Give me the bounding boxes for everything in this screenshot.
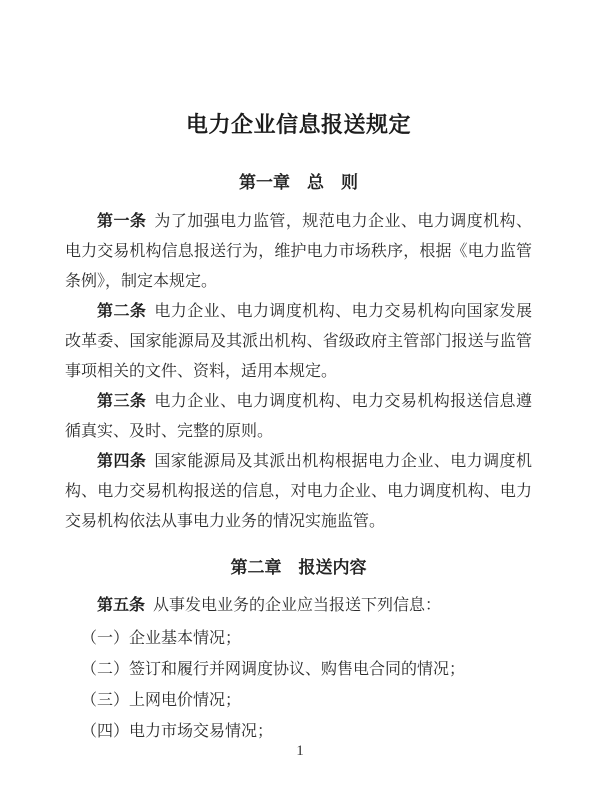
document-title: 电力企业信息报送规定 [185, 112, 411, 137]
article-5-text: 从事发电业务的企业应当报送下列信息： [153, 597, 442, 614]
article-3-text: 电力企业、电力调度机构、电力交易机构报送信息遵循真实、及时、完整的原则。 [65, 393, 532, 440]
chapter-2-heading: 第二章 报送内容 [230, 558, 367, 577]
article-1-label: 第一条 [97, 213, 147, 230]
article-4-paragraph [65, 447, 532, 537]
article-1-paragraph [65, 207, 532, 297]
article-3-label: 第三条 [97, 393, 147, 410]
article-5-label: 第五条 [97, 597, 146, 614]
article-4-label: 第四条 [97, 453, 147, 470]
list-item: （三）上网电价情况； [81, 692, 242, 709]
chapter-1-heading: 第一章 总 则 [239, 173, 358, 192]
list-item: （一）企业基本情况； [81, 630, 242, 647]
article-1-text: 为了加强电力监管，规范电力企业、电力调度机构、电力交易机构信息报送行为，维护电力市场秩序，根据《电力监管条例》，制定本规定。 [65, 213, 532, 290]
article-5-paragraph [65, 591, 532, 621]
article-2-label: 第二条 [97, 303, 147, 320]
page-number: 1 [296, 743, 304, 759]
article-2-paragraph [65, 297, 532, 387]
document-content [65, 0, 532, 747]
list-item: （四）电力市场交易情况； [81, 723, 274, 740]
list-item: （二）签订和履行并网调度协议、购售电合同的情况； [81, 661, 466, 678]
article-2-text: 电力企业、电力调度机构、电力交易机构向国家发展改革委、国家能源局及其派出机构、省级政府主管部门报送与监管事项相关的文件、资料，适用本规定。 [65, 303, 532, 380]
article-4-text: 国家能源局及其派出机构根据电力企业、电力调度机构、电力交易机构报送的信息，对电力企业、电力调度机构、电力交易机构依法从事电力业务的情况实施监管。 [65, 453, 532, 530]
article-3-paragraph [65, 387, 532, 447]
